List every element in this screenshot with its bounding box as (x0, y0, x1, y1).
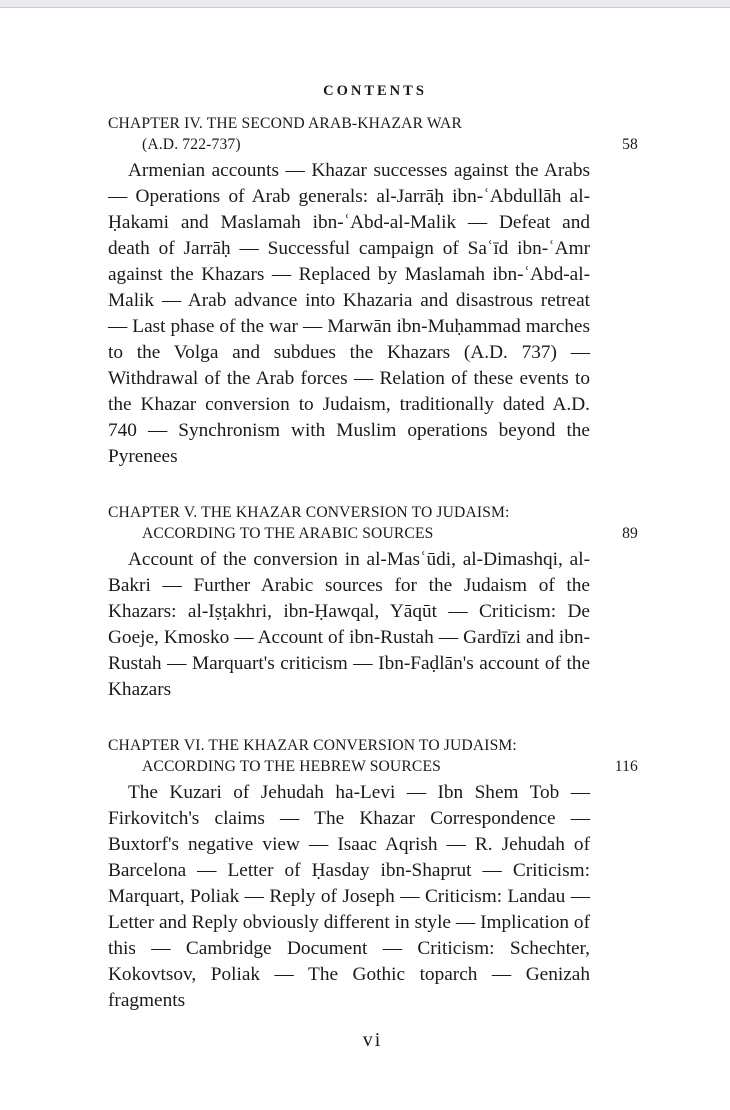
chapter-summary: Armenian accounts — Khazar successes against the Arabs — Operations of Arab generals: al-Jarrāḥ ibn-ʿAbdullāh al-Ḥakami and Maslamah ibn-ʿAbd-al-Malik — Defeat and death of Jarrāḥ — Successful campaign of Saʿīd ibn-ʿAmr against the Khazars — Replaced by Maslamah ibn-ʿAbd-al-Malik — Arab advance into Khazaria and disastrous retreat — Last phase of the war — Marwān ibn-Muḥammad marches to the Volga and subdues the Khazars (A.D. 737) — Withdrawal of the Arab forces — Relation of these events to the Khazar conversion to Judaism, traditionally dated A.D. 740 — Synchronism with Muslim operations beyond the Pyrenees (108, 160, 590, 467)
chapter-title-line1: CHAPTER IV. THE SECOND ARAB-KHAZAR WAR (108, 115, 462, 132)
chapter-page-number: 58 (622, 136, 638, 153)
chapter-title-line1: CHAPTER V. THE KHAZAR CONVERSION TO JUDAISM: (108, 504, 510, 521)
chapter-entry-iv (108, 113, 638, 470)
chapter-title-line2: (A.D. 722-737) (142, 136, 241, 153)
chapter-summary: The Kuzari of Jehudah ha-Levi — Ibn Shem Tob — Firkovitch's claims — The Khazar Correspondence — Buxtorf's negative view — Isaac Aqrish — R. Jehudah of Barcelona — Letter of Ḥasday ibn-Shaprut — Criticism: Marquart, Poliak — Reply of Joseph — Criticism: Landau — Letter and Reply obviously different in style — Implication of this — Cambridge Document — Criticism: Schechter, Kokovtsov, Poliak — The Gothic toparch — Genizah fragments (108, 782, 590, 1011)
chapter-entry-vi (108, 735, 638, 1014)
chapter-entry-v (108, 502, 638, 703)
viewer-top-bar (0, 0, 730, 8)
chapter-title-line2: ACCORDING TO THE HEBREW SOURCES (142, 758, 441, 775)
chapter-page-number: 116 (614, 758, 638, 775)
chapter-title (108, 113, 638, 155)
running-head: CONTENTS (323, 83, 427, 99)
chapter-title (108, 502, 638, 544)
chapter-title-line1: CHAPTER VI. THE KHAZAR CONVERSION TO JUDAISM: (108, 737, 517, 754)
chapter-page-number: 89 (622, 525, 638, 542)
page-folio: vi (362, 1029, 383, 1051)
chapter-title (108, 735, 638, 777)
chapter-title-line2: ACCORDING TO THE ARABIC SOURCES (142, 525, 434, 542)
chapter-summary: Account of the conversion in al-Masʿūdi, al-Dimashqi, al-Bakri — Further Arabic sources for the Judaism of the Khazars: al-Iṣṭakhri, ibn-Ḥawqal, Yāqūt — Criticism: De Goeje, Kmosko — Account of ibn-Rustah — Gardīzi and ibn-Rustah — Marquart's criticism — Ibn-Faḍlān's account of the Khazars (108, 549, 590, 700)
